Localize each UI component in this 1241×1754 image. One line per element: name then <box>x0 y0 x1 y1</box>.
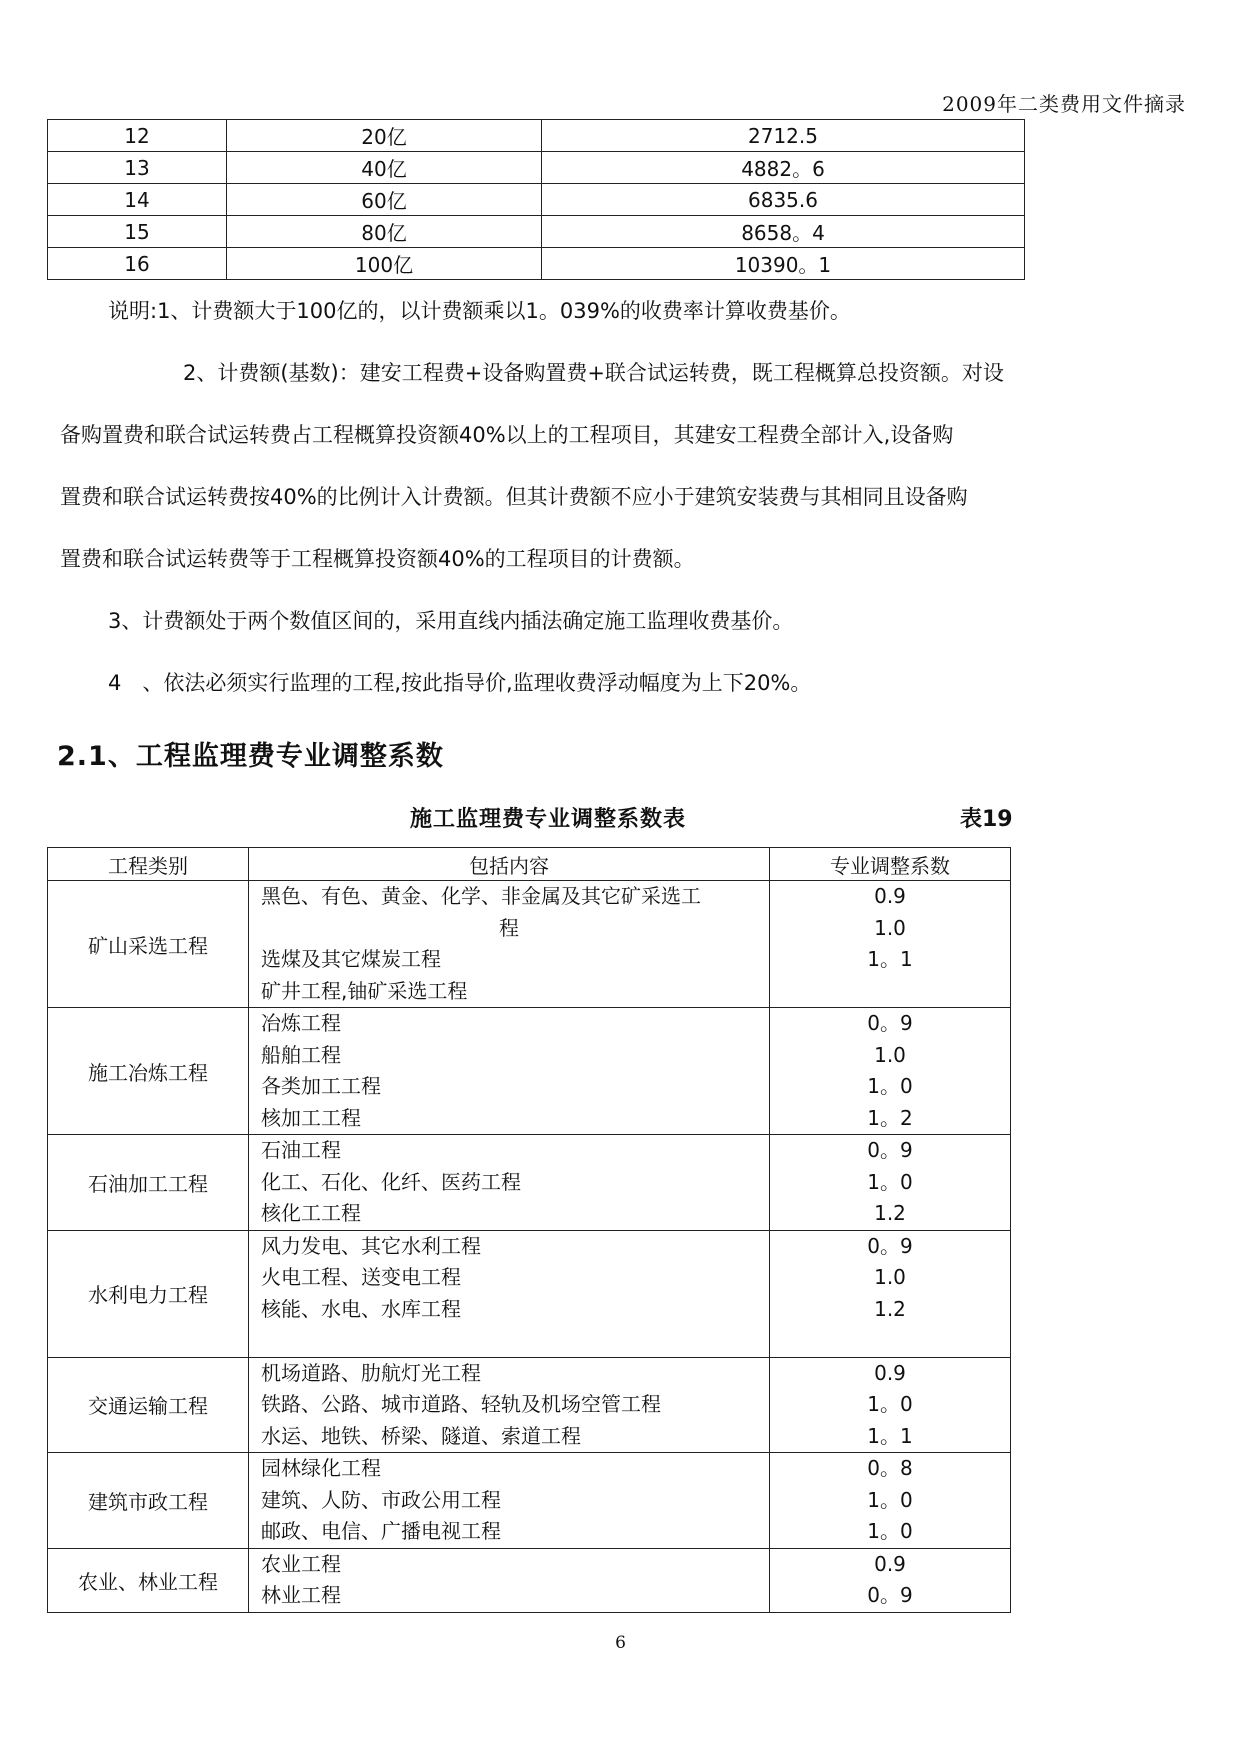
content-line: 火电工程、送变电工程 <box>261 1265 461 1289</box>
fee-base-cell: 40亿 <box>227 152 542 184</box>
table-row <box>48 1008 1011 1135</box>
coefficient-value: 1。2 <box>867 1105 913 1130</box>
table-row <box>48 1357 1011 1453</box>
table-row <box>48 152 1025 184</box>
fee-base-cell: 100亿 <box>227 248 542 280</box>
fee-rate-table <box>47 119 1025 280</box>
note-paragraph-4: 4 、依法必须实行监理的工程,按此指导价,监理收费浮动幅度为上下20%。 <box>108 671 812 695</box>
table-row <box>48 184 1025 216</box>
table-header-row <box>48 848 1011 881</box>
coefficient-value <box>770 1325 1010 1357</box>
page-number: 6 <box>615 1633 626 1653</box>
note-paragraph-2-line-2: 备购置费和联合试运转费占工程概算投资额40%以上的工程项目，其建安工程费全部计入,设备购 <box>60 423 954 447</box>
content-line: 选煤及其它煤炭工程 <box>261 947 441 971</box>
content-line: 核化工工程 <box>261 1201 361 1225</box>
coefficient-value: 0。9 <box>867 1011 913 1035</box>
column-header-category: 工程类别 <box>48 848 249 881</box>
grade-cell: 12 <box>48 120 227 152</box>
coefficient-value: 1。0 <box>867 1487 913 1512</box>
contents-cell <box>249 1230 770 1357</box>
coefficient-value: 1.2 <box>874 1296 906 1321</box>
coefficient-value: 1。0 <box>867 1519 913 1543</box>
coefficient-value: 0.9 <box>874 1551 906 1576</box>
content-line: 矿井工程,铀矿采选工程 <box>261 978 468 1003</box>
fee-value-cell: 4882。6 <box>542 152 1025 184</box>
adjustment-coefficient-table <box>47 847 1011 1613</box>
note-paragraph-2-line-4: 置费和联合试运转费等于工程概算投资额40%的工程项目的计费额。 <box>60 547 695 571</box>
fee-value-cell: 10390。1 <box>542 248 1025 280</box>
coefficient-value: 1。0 <box>867 1074 913 1098</box>
column-header-contents: 包括内容 <box>249 848 770 881</box>
content-line: 农业工程 <box>261 1551 341 1576</box>
coefficient-value: 1.0 <box>874 1265 906 1289</box>
category-cell: 施工冶炼工程 <box>48 1008 249 1135</box>
table-row <box>48 248 1025 280</box>
content-line: 机场道路、肋航灯光工程 <box>261 1360 481 1385</box>
grade-cell: 13 <box>48 152 227 184</box>
note-paragraph-1: 说明:1、计费额大于100亿的，以计费额乘以1。039%的收费率计算收费基价。 <box>108 299 851 323</box>
content-line: 程 <box>499 915 519 940</box>
coefficient-value <box>770 976 1010 1008</box>
contents-cell <box>249 1548 770 1612</box>
category-cell: 交通运输工程 <box>48 1357 249 1453</box>
coefficient-cell <box>770 881 1011 1008</box>
coefficient-value: 1.0 <box>874 1042 906 1067</box>
note-paragraph-3: 3、计费额处于两个数值区间的，采用直线内插法确定施工监理收费基价。 <box>108 609 794 633</box>
content-line: 核加工工程 <box>261 1105 361 1130</box>
coefficient-value: 1.2 <box>874 1201 906 1225</box>
section-heading: 2.1、工程监理费专业调整系数 <box>57 741 444 772</box>
category-cell: 农业、林业工程 <box>48 1548 249 1612</box>
fee-value-cell: 6835.6 <box>542 184 1025 216</box>
content-line: 船舶工程 <box>261 1042 341 1067</box>
content-line <box>249 1325 769 1357</box>
category-cell: 水利电力工程 <box>48 1230 249 1357</box>
table-caption: 施工监理费专业调整系数表 <box>410 807 687 832</box>
table-row <box>48 1548 1011 1612</box>
coefficient-cell <box>770 1230 1011 1357</box>
table-row <box>48 1230 1011 1357</box>
column-header-coefficient: 专业调整系数 <box>770 848 1011 881</box>
grade-cell: 15 <box>48 216 227 248</box>
content-line: 铁路、公路、城市道路、轻轨及机场空管工程 <box>261 1392 661 1416</box>
coefficient-value: 1。0 <box>867 1169 913 1194</box>
coefficient-value: 0.9 <box>874 1360 906 1385</box>
contents-cell <box>249 1135 770 1231</box>
table-row <box>48 1135 1011 1231</box>
coefficient-value: 1。0 <box>867 1392 913 1416</box>
coefficient-value: 0。9 <box>867 1138 913 1162</box>
table-number: 表19 <box>960 807 1013 832</box>
header-note: 2009年二类费用文件摘录 <box>942 92 1186 116</box>
content-line: 园林绿化工程 <box>261 1456 381 1480</box>
content-line: 建筑、人防、市政公用工程 <box>261 1487 501 1512</box>
fee-base-cell: 80亿 <box>227 216 542 248</box>
coefficient-value: 0。9 <box>867 1233 913 1258</box>
coefficient-cell <box>770 1357 1011 1453</box>
coefficient-cell <box>770 1008 1011 1135</box>
coefficient-cell <box>770 1548 1011 1612</box>
contents-cell <box>249 1453 770 1549</box>
coefficient-value: 1.0 <box>874 915 906 940</box>
table-row <box>48 120 1025 152</box>
grade-cell: 16 <box>48 248 227 280</box>
fee-base-cell: 20亿 <box>227 120 542 152</box>
content-line: 邮政、电信、广播电视工程 <box>261 1519 501 1543</box>
coefficient-value: 0。8 <box>867 1456 913 1480</box>
contents-cell <box>249 1008 770 1135</box>
category-cell: 石油加工工程 <box>48 1135 249 1231</box>
table-row <box>48 216 1025 248</box>
fee-base-cell: 60亿 <box>227 184 542 216</box>
coefficient-cell <box>770 1135 1011 1231</box>
coefficient-cell <box>770 1453 1011 1549</box>
content-line: 冶炼工程 <box>261 1011 341 1035</box>
note-paragraph-2-line-1: 2、计费额(基数)：建安工程费+设备购置费+联合试运转费，既工程概算总投资额。对设 <box>183 361 1004 385</box>
table-row <box>48 881 1011 1008</box>
fee-value-cell: 2712.5 <box>542 120 1025 152</box>
coefficient-value: 1。1 <box>867 1423 913 1448</box>
category-cell: 建筑市政工程 <box>48 1453 249 1549</box>
content-line: 水运、地铁、桥梁、隧道、索道工程 <box>261 1423 581 1448</box>
content-line: 核能、水电、水库工程 <box>261 1296 461 1321</box>
coefficient-value: 1。1 <box>867 947 913 971</box>
table-row <box>48 1453 1011 1549</box>
contents-cell <box>249 1357 770 1453</box>
content-line: 风力发电、其它水利工程 <box>261 1233 481 1258</box>
grade-cell: 14 <box>48 184 227 216</box>
coefficient-value: 0。9 <box>867 1583 913 1607</box>
content-line: 各类加工工程 <box>261 1074 381 1098</box>
content-line: 化工、石化、化纤、医药工程 <box>261 1169 521 1194</box>
contents-cell <box>249 881 770 1008</box>
fee-value-cell: 8658。4 <box>542 216 1025 248</box>
category-cell: 矿山采选工程 <box>48 881 249 1008</box>
content-line: 林业工程 <box>261 1583 341 1607</box>
content-line: 石油工程 <box>261 1138 341 1162</box>
note-paragraph-2-line-3: 置费和联合试运转费按40%的比例计入计费额。但其计费额不应小于建筑安装费与其相同且设备购 <box>60 485 968 509</box>
content-line: 黑色、有色、黄金、化学、非金属及其它矿采选工 <box>261 884 701 908</box>
coefficient-value: 0.9 <box>874 884 906 908</box>
